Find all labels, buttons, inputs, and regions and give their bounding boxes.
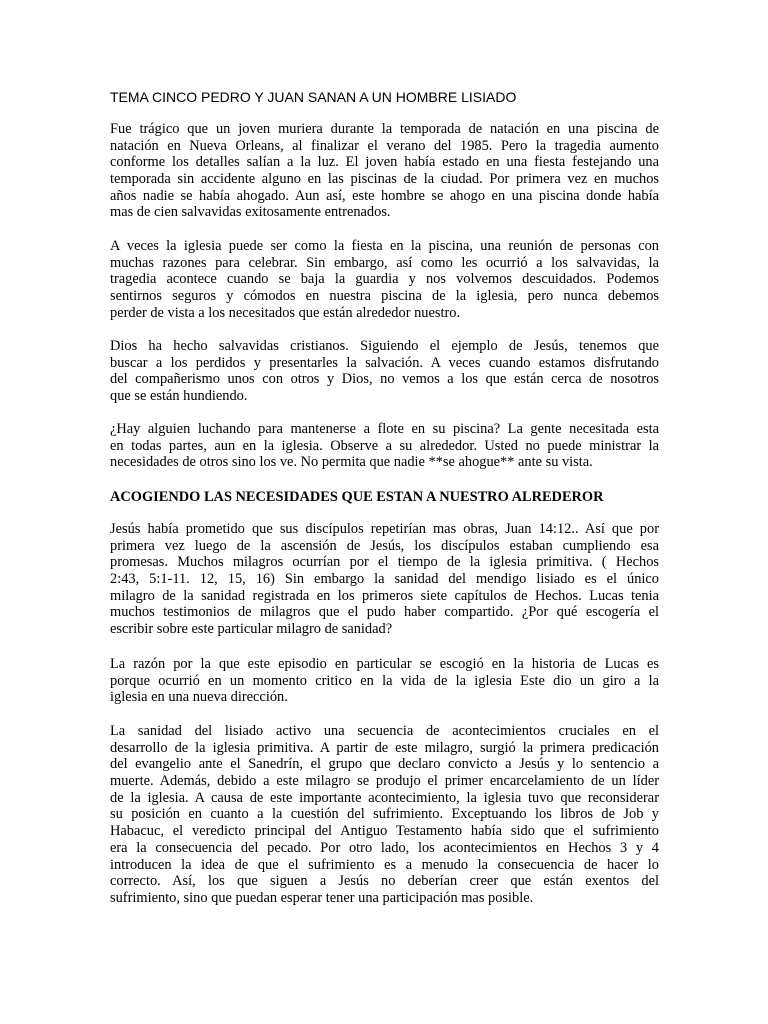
paragraph-line: iglesia en una nueva dirección. [110, 689, 288, 706]
paragraph-line: tragedia acontece cuando se baja la guardia y nos volvemos descuidados. Podemos [110, 271, 659, 288]
paragraph-line: Fue trágico que un joven muriera durante la temporada de natación en una piscina de [110, 121, 659, 137]
paragraph-line: ¿Hay alguien luchando para mantenerse a flote en su piscina? La gente necesitada esta [110, 421, 659, 437]
paragraph-line: natación en Nueva Orleans, al finalizar el verano del 1985. Pero la tragedia aumento [110, 137, 659, 154]
document-title: TEMA CINCO PEDRO Y JUAN SANAN A UN HOMBRE LISIADO [110, 89, 517, 105]
paragraph-line: Jesús había prometido que sus discípulos repetirían mas obras, Juan 14:12.. Así que por [110, 521, 659, 537]
paragraph-line: del compañerismo unos con otros y Dios, no vemos a los que están cerca de nosotros [110, 371, 659, 388]
paragraph-line: La razón por la que este episodio en particular se escogió en la historia de Lucas es [110, 656, 659, 672]
paragraph-line: mas de cien salvavidas exitosamente entrenados. [110, 204, 391, 221]
paragraph-7 [110, 723, 659, 907]
paragraph-5 [110, 521, 659, 638]
paragraph-line: era la consecuencia del pecado. Por otro lado, los acontecimientos en Hechos 3 y 4 [110, 839, 659, 856]
paragraph-line: porque ocurrió en un momento critico en la vida de la iglesia Este dio un giro a la [110, 672, 659, 689]
paragraph-line: en todas partes, aun en la iglesia. Observe a su alrededor. Usted no puede ministrar la [110, 437, 659, 454]
paragraph-line: buscar a los perdidos y presentarles la salvación. A veces cuando estamos disfrutando [110, 354, 659, 371]
paragraph-line: primera vez luego de la ascensión de Jesús, los discípulos estaban cumpliendo esa [110, 537, 659, 554]
paragraph-4 [110, 421, 659, 471]
paragraph-line: muchas razones para celebrar. Sin embargo, así como les ocurrió a los salvavidas, la [110, 254, 659, 271]
paragraph-line: desarrollo de la iglesia primitiva. A partir de este milagro, surgió la primera predicación [110, 739, 659, 756]
paragraph-line: Dios ha hecho salvavidas cristianos. Siguiendo el ejemplo de Jesús, tenemos que [110, 338, 659, 354]
document-page [110, 0, 659, 1024]
paragraph-line: escribir sobre este particular milagro de sanidad? [110, 621, 393, 638]
paragraph-line: sufrimiento, sino que puedan esperar tener una participación mas posible. [110, 889, 534, 906]
paragraph-line: muerte. Además, debido a este milagro se produjo el primer encarcelamiento de un líder [110, 773, 659, 790]
paragraph-3 [110, 338, 659, 405]
paragraph-line: temporada sin accidente alguno en las piscinas de la ciudad. Por primera vez en muchos [110, 171, 659, 188]
paragraph-line: su posición en cuanto a la cuestión del sufrimiento. Exceptuando los libros de Job y [110, 806, 659, 823]
paragraph-line: muchos testimonios de milagros que el pudo haber compartido. ¿Por qué escogería el [110, 604, 659, 621]
paragraph-line: años nadie se había ahogado. Aun así, este hombre se ahogo en una piscina donde había [110, 187, 659, 204]
paragraph-line: que se están hundiendo. [110, 388, 248, 405]
paragraph-line: 2:43, 5:1-11. 12, 15, 16) Sin embargo la sanidad del mendigo lisiado es el único [110, 571, 659, 588]
paragraph-line: milagro de la sanidad registrada en los primeros siete capítulos de Hechos. Lucas tenia [110, 587, 659, 604]
paragraph-line: introducen la idea de que el sufrimiento es a menudo la consecuencia de hacer lo [110, 856, 659, 873]
paragraph-line: Habacuc, el veredicto principal del Antiguo Testamento había sido que el sufrimiento [110, 823, 659, 840]
paragraph-6 [110, 656, 659, 706]
paragraph-line: de la iglesia. A causa de este importante acontecimiento, la iglesia tuvo que reconsiderar [110, 789, 659, 806]
paragraph-line: A veces la iglesia puede ser como la fiesta en la piscina, una reunión de personas con [110, 238, 659, 254]
paragraph-line: promesas. Muchos milagros ocurrían por el tiempo de la iglesia primitiva. ( Hechos [110, 554, 659, 571]
paragraph-line: necesidades de otros sino los ve. No permita que nadie **se ahogue** ante su vista. [110, 454, 593, 471]
paragraph-1 [110, 121, 659, 221]
paragraph-line: sentirnos seguros y cómodos en nuestra piscina de la iglesia, pero nunca debemos [110, 288, 659, 305]
paragraph-line: correcto. Así, los que siguen a Jesús no deberían creer que están exentos del [110, 873, 659, 890]
paragraph-line: conforme los detalles salían a la luz. El joven había estado en una fiesta festejando una [110, 154, 659, 171]
paragraph-line: perder de vista a los necesitados que están alrededor nuestro. [110, 304, 461, 321]
section-heading: ACOGIENDO LAS NECESIDADES QUE ESTAN A NUESTRO ALREDEROR [110, 489, 604, 505]
paragraph-line: del evangelio ante el Sanedrín, el grupo que declaro convicto a Jesús y lo sentencio a [110, 756, 659, 773]
paragraph-line: La sanidad del lisiado activo una secuencia de acontecimientos cruciales en el [110, 723, 659, 739]
paragraph-2 [110, 238, 659, 321]
